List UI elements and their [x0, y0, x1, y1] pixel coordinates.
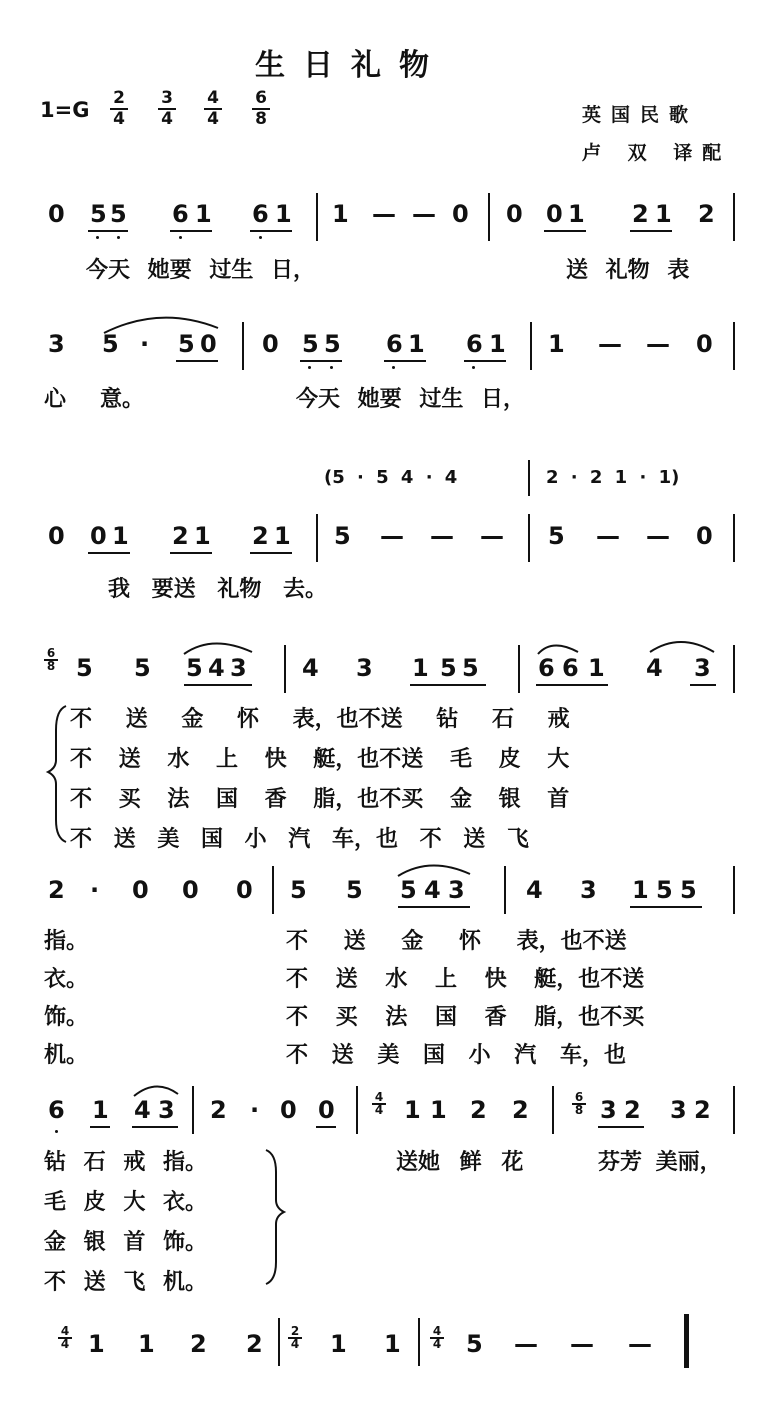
note: —: [596, 522, 620, 550]
note: 2: [698, 200, 715, 228]
lyric-verse-1: 钻 石 戒 指。: [44, 1150, 207, 1175]
note: 3: [356, 654, 373, 682]
note: 5: [90, 200, 107, 228]
note: 0: [318, 1096, 335, 1124]
note: 0: [696, 330, 713, 358]
credit-translator: 卢 双 译配: [582, 142, 732, 164]
note: 0: [506, 200, 523, 228]
note: 0: [236, 876, 253, 904]
note: 4: [208, 654, 225, 682]
refrain-lyric: 送她 鲜 花: [396, 1150, 524, 1175]
note: 5: [76, 654, 93, 682]
lyric-verse-3: 不 买 法 国 香 脂，也不买: [286, 1005, 645, 1030]
note: 0: [280, 1096, 297, 1124]
lyric-verse-end-2: 衣。: [44, 967, 89, 992]
time-signature-6-8: 6 8: [252, 90, 270, 128]
lyric-line: 心: [44, 387, 67, 412]
note: 5: [346, 876, 363, 904]
lyric-verse-end-1: 指。: [44, 929, 89, 954]
note: 5: [302, 330, 319, 358]
note: 0: [696, 522, 713, 550]
note: 5: [462, 654, 479, 682]
song-title: 生日礼物: [255, 48, 447, 83]
note: 6: [48, 1096, 65, 1124]
time-signature-6-8: 6 8: [44, 648, 58, 672]
note: 1: [275, 200, 292, 228]
lyric-verse-3: 不 买 法 国 香 脂，也不买 金 银 首: [70, 787, 570, 812]
tie-arc: [650, 642, 714, 652]
note: —: [380, 522, 404, 550]
note: 4: [424, 876, 441, 904]
time-signature-3-4: 3 4: [158, 90, 176, 128]
lyric-verse-4: 不 送 飞 机。: [44, 1270, 207, 1295]
note: 1: [408, 330, 425, 358]
note: 1: [332, 200, 349, 228]
note: 1: [88, 1330, 105, 1358]
note: 3: [580, 876, 597, 904]
lyric-verse-4: 不 送 美 国 小 汽 车，也 不 送 飞: [70, 827, 529, 852]
time-signature-4-4: 4 4: [430, 1326, 444, 1350]
note: 1: [412, 654, 429, 682]
note: ·: [250, 1096, 260, 1124]
note: 5: [440, 654, 457, 682]
tie-arc: [134, 1086, 178, 1096]
note: 0: [182, 876, 199, 904]
note: 5: [680, 876, 697, 904]
note: 1: [548, 330, 565, 358]
note: 6: [172, 200, 189, 228]
note: 2: [252, 522, 269, 550]
note: 2: [190, 1330, 207, 1358]
note: —: [372, 200, 396, 228]
note: 6: [466, 330, 483, 358]
note: 3: [600, 1096, 617, 1124]
note: 5: [102, 330, 119, 358]
time-signature-2-4: 2 4: [288, 1326, 302, 1350]
note: 0: [546, 200, 563, 228]
note: 4: [302, 654, 319, 682]
note: 5: [290, 876, 307, 904]
note: 5: [178, 330, 195, 358]
note: 3: [158, 1096, 175, 1124]
lyric-verse-1: 不 送 金 怀 表，也不送: [286, 929, 627, 954]
note: 1: [274, 522, 291, 550]
note: 1: [194, 522, 211, 550]
tie-arc: [398, 865, 470, 876]
note: —: [598, 330, 622, 358]
credit-origin: 英国民歌: [582, 104, 699, 126]
note: —: [570, 1330, 594, 1358]
lyric-verse-1: 不 送 金 怀 表，也不送 钻 石 戒: [70, 707, 570, 732]
note: 5: [656, 876, 673, 904]
note: —: [480, 522, 504, 550]
intro-notes: 2 · 2 1 · 1): [546, 467, 680, 488]
note: 5: [110, 200, 127, 228]
tie-arc: [104, 318, 218, 333]
key-signature: 1=G: [40, 98, 90, 122]
note: 2: [210, 1096, 227, 1124]
note: 0: [48, 200, 65, 228]
note: 5: [324, 330, 341, 358]
note: ·: [140, 330, 150, 358]
note: 1: [489, 330, 506, 358]
note: 5: [400, 876, 417, 904]
note: 6: [538, 654, 555, 682]
intro-notes: (5 · 5 4 · 4: [324, 467, 458, 488]
note: 5: [134, 654, 151, 682]
note: 2: [246, 1330, 263, 1358]
note: 1: [588, 654, 605, 682]
lyric-verse-end-4: 机。: [44, 1043, 89, 1068]
note: 2: [694, 1096, 711, 1124]
time-signature-4-4: 4 4: [58, 1326, 72, 1350]
note: 3: [670, 1096, 687, 1124]
note: 3: [48, 330, 65, 358]
note: 1: [404, 1096, 421, 1124]
note: 1: [112, 522, 129, 550]
lyric-line: 今天 她要 过生 日，: [296, 387, 525, 412]
lyric-verse-2: 不 送 水 上 快 艇，也不送: [286, 967, 645, 992]
note: 2: [470, 1096, 487, 1124]
note: 2: [624, 1096, 641, 1124]
note: 0: [452, 200, 469, 228]
note: 1: [568, 200, 585, 228]
right-brace: [266, 1150, 284, 1284]
note: 0: [262, 330, 279, 358]
note: —: [628, 1330, 652, 1358]
note: 2: [512, 1096, 529, 1124]
note: —: [412, 200, 436, 228]
note: 0: [90, 522, 107, 550]
lyric-verse-end-3: 饰。: [44, 1005, 89, 1030]
note: 1: [430, 1096, 447, 1124]
note: —: [646, 522, 670, 550]
left-brace: [48, 706, 66, 842]
note: 1: [195, 200, 212, 228]
time-signature-4-4: 4 4: [204, 90, 222, 128]
lyric-line: 送 礼物 表: [566, 258, 690, 283]
note: 3: [694, 654, 711, 682]
note: 5: [186, 654, 203, 682]
lyric-line: 意。: [100, 387, 145, 412]
note: 3: [448, 876, 465, 904]
tie-arc: [538, 645, 578, 654]
lyric-verse-4: 不 送 美 国 小 汽 车，也: [286, 1043, 626, 1068]
note: 6: [252, 200, 269, 228]
lyric-verse-2: 毛 皮 大 衣。: [44, 1190, 207, 1215]
note: 5: [466, 1330, 483, 1358]
note: 3: [230, 654, 247, 682]
time-signature-6-8: 6 8: [572, 1092, 586, 1116]
note: —: [514, 1330, 538, 1358]
note: 6: [562, 654, 579, 682]
note: 0: [132, 876, 149, 904]
lyric-line: 我 要送 礼物 去。: [108, 577, 327, 602]
note: 6: [386, 330, 403, 358]
note: 5: [548, 522, 565, 550]
note: 2: [48, 876, 65, 904]
note: 1: [655, 200, 672, 228]
lyric-verse-2: 不 送 水 上 快 艇，也不送 毛 皮 大: [70, 747, 570, 772]
note: 1: [632, 876, 649, 904]
note: 1: [330, 1330, 347, 1358]
lyric-verse-3: 金 银 首 饰。: [44, 1230, 207, 1255]
note: 1: [92, 1096, 109, 1124]
note: 1: [138, 1330, 155, 1358]
note: 4: [646, 654, 663, 682]
note: —: [430, 522, 454, 550]
note: 4: [134, 1096, 151, 1124]
note: 5: [334, 522, 351, 550]
time-signature-4-4: 4 4: [372, 1092, 386, 1116]
note: 1: [384, 1330, 401, 1358]
note: 4: [526, 876, 543, 904]
note: 2: [172, 522, 189, 550]
tie-arc: [184, 643, 252, 654]
note: —: [646, 330, 670, 358]
note: 0: [200, 330, 217, 358]
note: 0: [48, 522, 65, 550]
note: 2: [632, 200, 649, 228]
refrain-lyric: 芬芳 美丽，: [598, 1150, 722, 1175]
time-signature-2-4: 2 4: [110, 90, 128, 128]
lyric-line: 今天 她要 过生 日，: [86, 258, 315, 283]
note: ·: [90, 876, 100, 904]
